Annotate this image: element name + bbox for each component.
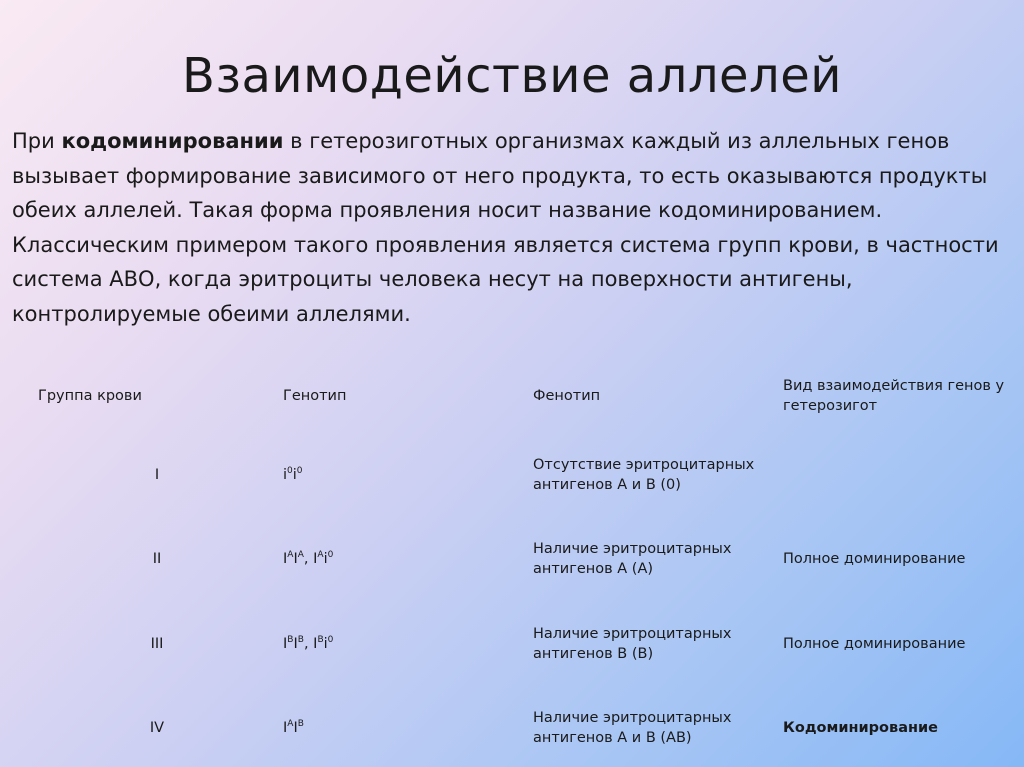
- genotype-sup: B: [287, 635, 294, 646]
- row-2-phenotype: Наличие эритроцитарных антигенов А (А): [533, 541, 732, 577]
- genotype-sup: B: [297, 635, 304, 646]
- genotype-sup: A: [287, 719, 294, 730]
- genotype-base: I: [293, 551, 298, 567]
- genotype-base: i: [292, 467, 297, 483]
- genotype-sup: 0: [296, 466, 303, 477]
- genotype-base: , I: [303, 636, 318, 652]
- row-4-phenotype: Наличие эритроцитарных антигенов А и В (АВ): [533, 710, 732, 746]
- row-2-interaction: Полное доминирование: [783, 551, 966, 567]
- genotype-sup: B: [317, 635, 324, 646]
- paragraph-lead: При: [12, 129, 62, 153]
- genotype-sup: 0: [287, 466, 293, 477]
- genotype-base: i: [323, 636, 328, 652]
- header-group: Группа крови: [38, 388, 142, 404]
- row-3-genotype: [283, 634, 333, 654]
- genotype-base: I: [293, 636, 298, 652]
- row-1-phenotype: Отсутствие эритроцитарных антигенов А и В (0): [533, 457, 755, 493]
- row-2-genotype: [283, 549, 333, 569]
- row-2-group: II: [152, 551, 162, 567]
- row-4-genotype: [283, 718, 304, 738]
- row-1-genotype: [283, 465, 303, 485]
- header-phenotype: Фенотип: [533, 388, 601, 404]
- row-1-group: I: [154, 467, 160, 483]
- genotype-base: I: [293, 720, 298, 736]
- genotype-sup: 0: [327, 550, 334, 561]
- genotype-base: I: [283, 551, 288, 567]
- row-3-interaction: Полное доминирование: [783, 636, 966, 652]
- genotype-base: I: [283, 720, 288, 736]
- genotype-sup: 0: [327, 635, 334, 646]
- row-3-phenotype: Наличие эритроцитарных антигенов В (В): [533, 626, 732, 662]
- paragraph-rest: в гетерозиготных организмах каждый из аллельных генов вызывает формирование зависимого от него продукта, то есть оказываются продукты обеих аллелей. Такая форма проявления носит название кодоминированием. Классическим примером такого проявления является система групп крови, в частности система АВО, когда эритроциты человека несут на поверхности антигены, контролируемые обеими аллелями.: [12, 129, 999, 326]
- genotype-base: I: [283, 636, 288, 652]
- row-4-group: IV: [149, 720, 165, 736]
- header-interaction: Вид взаимодействия генов у гетерозигот: [783, 378, 1005, 414]
- row-4-interaction: Кодоминирование: [783, 720, 938, 736]
- paragraph-bold-term: кодоминировании: [61, 129, 284, 153]
- genotype-sup: B: [297, 719, 304, 730]
- genotype-base: , I: [303, 551, 318, 567]
- genotype-sup: A: [317, 550, 324, 561]
- genotype-base: i: [283, 467, 288, 483]
- row-3-group: III: [150, 636, 164, 652]
- slide-title: Взаимодействие аллелей: [182, 48, 842, 104]
- genotype-base: i: [323, 551, 328, 567]
- header-genotype: Генотип: [283, 388, 347, 404]
- genotype-sup: A: [297, 550, 304, 561]
- genotype-sup: A: [287, 550, 294, 561]
